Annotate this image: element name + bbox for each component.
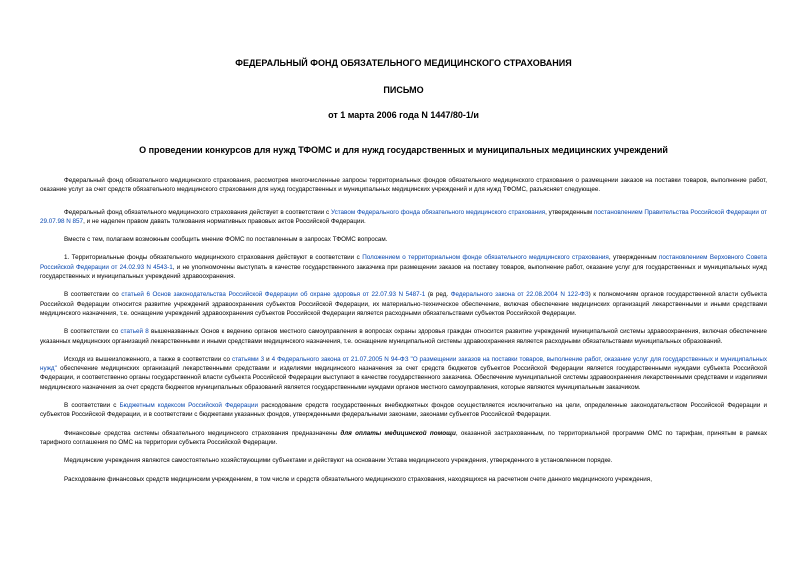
paragraph-text: вышеназванных Основ к ведению органов местного самоуправления в вопросах охраны здоровья граждан относится развитие учреждений муниципальной системы здравоохранения, включая обеспечение указанных медицинских организаций лекарственными и иными средствами медицинского назначения, т.е. оснащение муниципальной системы здравоохранения является расходными обязательствами муниципальных образований.: [40, 328, 767, 345]
paragraph: [40, 429, 767, 448]
paragraph-text: В соответствии со: [64, 291, 122, 299]
paragraph-text: В соответствии со: [64, 328, 121, 336]
paragraph: [40, 290, 767, 318]
paragraph: [40, 456, 767, 465]
document-link[interactable]: статьей 8: [120, 328, 149, 336]
paragraph-text: Расходование финансовых средств медицинским учреждением, в том числе и средств обязательного медицинского страхования, находящихся на расчетном счете данного медицинского учреждения,: [64, 475, 652, 483]
emphasized-text: для оплаты медицинской помощи: [340, 429, 456, 437]
paragraph-text: В соответствии с: [64, 402, 120, 410]
document-subject: О проведении конкурсов для нужд ТФОМС и для нужд государственных и муниципальных медицинских учреждений: [139, 145, 668, 155]
paragraph-text: расходование средств государственных внебюджетных фондов осуществляется исключительно на цели, определенные законодательством Российской Федерации и субъектов Российской Федерации, и в соответствии с бюджетами указанных фондов, утвержденными федеральными законами, законами субъектов Российской Федерации.: [40, 402, 768, 419]
paragraph: [40, 253, 767, 281]
paragraph-text: , и не уполномочены выступать в качестве государственного заказчика при размещении заказов на поставку товаров, выполнение работ, оказание услуг для государственных и муниципальных нужд государственных и муниципальных учреждений здравоохранения.: [40, 263, 767, 281]
paragraph-text: Вместе с тем, полагаем возможным сообщить мнение ФОМС по поставленным в запросах ТФОМС вопросам.: [64, 236, 388, 244]
paragraph-text: , и не наделен правом давать толкования нормативных правовых актов Российской Федерации.: [83, 217, 366, 225]
document-date-number: от 1 марта 2006 года N 1447/80-1/и: [328, 110, 479, 120]
document-body: [40, 176, 767, 484]
document-link[interactable]: статьей 6 Основ законодательства Российской Федерации об охране здоровья от 22.07.93 N 5487-1: [121, 291, 426, 299]
document-link[interactable]: Бюджетным кодексом Российской Федерации: [119, 402, 259, 410]
document-link[interactable]: Уставом Федерального фонда обязательного медицинского страхования: [331, 208, 546, 216]
document-link[interactable]: 4 Федерального закона от 21.07.2005 N 94-ФЗ "О размещении заказов на поставки товаров, выполнение работ, оказание услуг для государственных и муниципальных нужд": [40, 355, 768, 373]
paragraph-text: Исходя из вышеизложенного, а также в соответствии со: [64, 355, 232, 363]
paragraph: [40, 327, 767, 346]
paragraph-text: Федеральный фонд обязательного медицинского страхования действует в соответствии с: [64, 208, 331, 216]
paragraph-text: ) к полномочиям органов государственной власти субъекта Российской Федерации относится развитие учреждений здравоохранения субъектов Российской Федерации, их материально-техническое обеспечение, включая обеспечение медицинских организаций лекарственными и иными средствами медицинского назначения, т.е. оснащение учреждений здравоохранения субъектов Российской Федерации является расходными обязательствами субъектов Российской Федерации.: [40, 291, 767, 317]
paragraph-text: , утвержденным: [545, 208, 594, 216]
paragraph: [40, 235, 767, 244]
paragraph: [40, 475, 767, 484]
paragraph-text: , оказанной застрахованным, по территориальной программе ОМС по тарифам, принятым в рамках тарифного соглашения по ОМС на территории субъекта Российской Федерации.: [40, 429, 767, 446]
document-type: ПИСЬМО: [383, 85, 424, 95]
paragraph: [40, 176, 767, 195]
paragraph-text: Медицинские учреждения являются самостоятельно хозяйствующими субъектами и действуют на основании Устава медицинского учреждения, утвержденного в установленном порядке.: [64, 457, 613, 465]
paragraph: [40, 401, 767, 420]
document-link[interactable]: постановлением Верховного Совета Российской Федерации от 24.02.93 N 4543-1: [40, 254, 767, 271]
organization-title: ФЕДЕРАЛЬНЫЙ ФОНД ОБЯЗАТЕЛЬНОГО МЕДИЦИНСКОГО СТРАХОВАНИЯ: [235, 58, 572, 68]
paragraph-text: обеспечение медицинских организаций лекарственными средствами и изделиями медицинского назначения за счет средств бюджетов субъектов Российской Федерации является государственными нуждами субъекта Российской Федерации, и соответственно органы государственной власти субъекта Российской Федерации выступают в качестве государственного заказчика. Обеспечение муниципальной системы здравоохранения лекарственными средствами и изделиями медицинского назначения за счет средств бюджетов муниципальных образований является государственными нуждами органов местного самоуправления, которые являются муниципальным заказчиком.: [40, 365, 767, 391]
paragraph-text: и: [264, 355, 272, 363]
paragraph-text: , утвержденным: [608, 254, 659, 262]
paragraph-text: Финансовые средства системы обязательного медицинского страхования предназначены: [64, 429, 341, 437]
paragraph: [40, 355, 767, 392]
paragraph-text: (в ред.: [425, 291, 451, 299]
document-link[interactable]: статьями 3: [231, 355, 265, 363]
document-link[interactable]: Положением о территориальном фонде обязательного медицинского страхования: [362, 254, 609, 262]
paragraph-text: Федеральный фонд обязательного медицинского страхования, рассмотрев многочисленные запросы территориальных фондов обязательного медицинского страхования о размещении заказов на поставки товаров, выполнение работ, оказание услуг за счет средств обязательного медицинского страхования для нужд государственных и муниципальных медицинских учреждений и для нужд ТФОМС, разъясняет следующее.: [40, 177, 767, 194]
paragraph-text: 1. Территориальные фонды обязательного медицинского страхования действуют в соответствии с: [64, 254, 363, 262]
document-link[interactable]: Федерального закона от 22.08.2004 N 122-ФЗ: [450, 291, 589, 299]
paragraph: [40, 208, 767, 227]
document-link[interactable]: постановлением Правительства Российской Федерации от 29.07.98 N 857: [40, 208, 767, 225]
